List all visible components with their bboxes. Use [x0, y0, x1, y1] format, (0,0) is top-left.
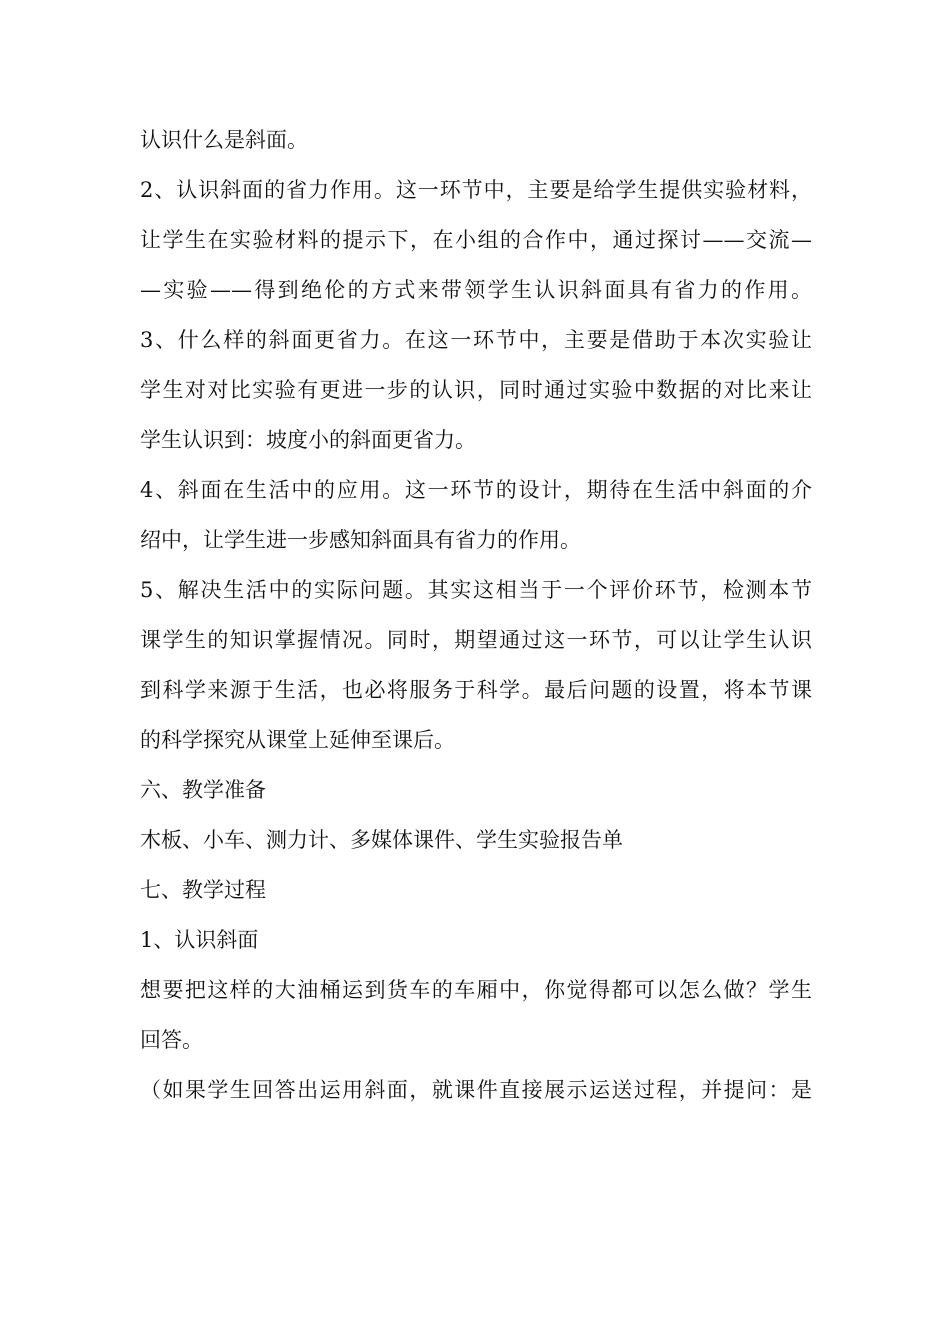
text-line: 木板、小车、测力计、多媒体课件、学生实验报告单	[140, 828, 623, 852]
text-line: 的科学探究从课堂上延伸至课后。	[140, 728, 455, 752]
text-line: 回答。	[140, 1028, 203, 1052]
text-line: 绍中，让学生进一步感知斜面具有省力的作用。	[140, 528, 581, 552]
text-line: 让学生在实验材料的提示下，在小组的合作中，通过探讨——交流—	[140, 228, 812, 252]
text-line: 学生认识到：坡度小的斜面更省力。	[140, 428, 476, 452]
text-line: 5、解决生活中的实际问题。其实这相当于一个评价环节，检测本节	[140, 578, 812, 602]
subsection-heading: 1、认识斜面	[140, 928, 259, 952]
text-line: 认识什么是斜面。	[140, 128, 308, 152]
text-line: 2、认识斜面的省力作用。这一环节中，主要是给学生提供实验材料，	[140, 178, 812, 202]
text-line: 课学生的知识掌握情况。同时，期望通过这一环节，可以让学生认识	[140, 628, 812, 652]
section-heading: 七、教学过程	[140, 878, 266, 902]
text-line: 学生对对比实验有更进一步的认识，同时通过实验中数据的对比来让	[140, 378, 812, 402]
document-body	[140, 115, 812, 1115]
text-line: 到科学来源于生活，也必将服务于科学。最后问题的设置，将本节课	[140, 678, 812, 702]
section-heading: 六、教学准备	[140, 778, 266, 802]
text-line: 3、什么样的斜面更省力。在这一环节中，主要是借助于本次实验让	[140, 328, 812, 352]
text-line: —实验——得到绝伦的方式来带领学生认识斜面具有省力的作用。	[140, 278, 812, 302]
text-line: 想要把这样的大油桶运到货车的车厢中，你觉得都可以怎么做？学生	[140, 978, 812, 1002]
text-line: （如果学生回答出运用斜面，就课件直接展示运送过程，并提问：是	[140, 1078, 812, 1102]
text-line: 4、斜面在生活中的应用。这一环节的设计，期待在生活中斜面的介	[140, 478, 812, 502]
